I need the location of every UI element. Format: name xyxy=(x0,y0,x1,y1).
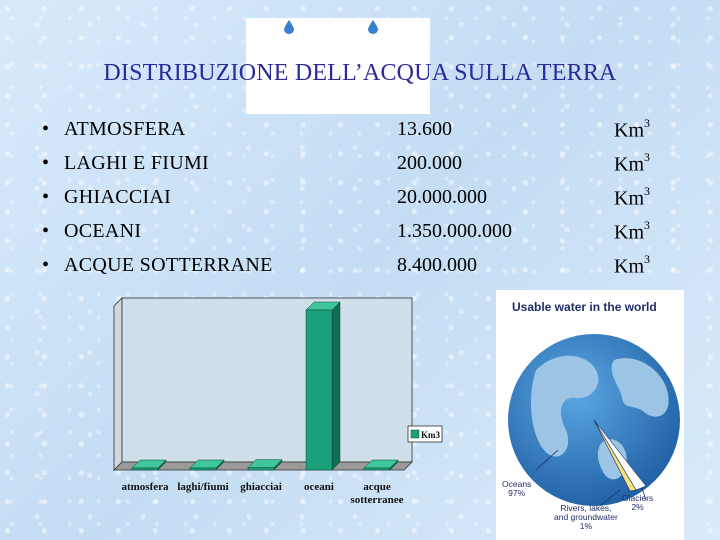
page-title: DISTRIBUZIONE DELL’ACQUA SULLA TERRA xyxy=(103,60,617,86)
bullet: • xyxy=(42,118,50,140)
bar-chart xyxy=(100,290,460,530)
list-item xyxy=(0,152,720,180)
x-tick-label: acque xyxy=(363,481,391,493)
legend-label: Km3 xyxy=(421,430,440,440)
chart-side-wall xyxy=(114,298,122,470)
chart-back-wall xyxy=(122,298,412,462)
usable-water-infographic xyxy=(496,290,684,540)
item-name: ACQUE SOTTERRANE xyxy=(64,254,273,276)
item-unit: Km$^3$ xyxy=(614,116,650,142)
item-name: LAGHI E FIUMI xyxy=(64,152,209,174)
list-item xyxy=(0,118,720,146)
bar xyxy=(248,468,274,470)
x-tick-label: atmosfera xyxy=(121,481,169,493)
infographic-title: Usable water in the world xyxy=(512,300,657,314)
bar-side xyxy=(332,302,340,470)
water-drop-icon xyxy=(284,20,294,39)
list-item xyxy=(0,220,720,248)
x-tick-label: sotterranee xyxy=(350,494,404,506)
item-name: OCEANI xyxy=(64,220,142,242)
item-name: ATMOSFERA xyxy=(64,118,186,140)
bar xyxy=(132,468,158,470)
bullet: • xyxy=(42,186,50,208)
list-item xyxy=(0,254,720,282)
bullet: • xyxy=(42,254,50,276)
item-value: 1.350.000.000 xyxy=(397,220,512,242)
bullet: • xyxy=(42,220,50,242)
glaciers-label: Glaciers 2% xyxy=(622,493,654,512)
item-unit: Km$^3$ xyxy=(614,218,650,244)
x-tick-label: oceani xyxy=(304,481,334,493)
x-tick-label: ghiacciai xyxy=(240,481,282,493)
x-tick-label: laghi/fiumi xyxy=(177,481,229,493)
bar xyxy=(364,468,390,470)
legend-swatch xyxy=(411,430,419,438)
list-item xyxy=(0,186,720,214)
rivers-label: Rivers, lakes, and groundwater 1% xyxy=(554,503,618,531)
item-unit: Km$^3$ xyxy=(614,252,650,278)
item-value: 20.000.000 xyxy=(397,186,487,208)
bar xyxy=(306,310,332,470)
item-unit: Km$^3$ xyxy=(614,184,650,210)
item-value: 13.600 xyxy=(397,118,452,140)
item-value: 200.000 xyxy=(397,152,462,174)
item-name: GHIACCIAI xyxy=(64,186,172,208)
item-value: 8.400.000 xyxy=(397,254,477,276)
water-drop-icon xyxy=(368,20,378,39)
bar xyxy=(190,468,216,470)
bullet: • xyxy=(42,152,50,174)
item-unit: Km$^3$ xyxy=(614,150,650,176)
oceans-label: Oceans 97% xyxy=(502,479,532,498)
